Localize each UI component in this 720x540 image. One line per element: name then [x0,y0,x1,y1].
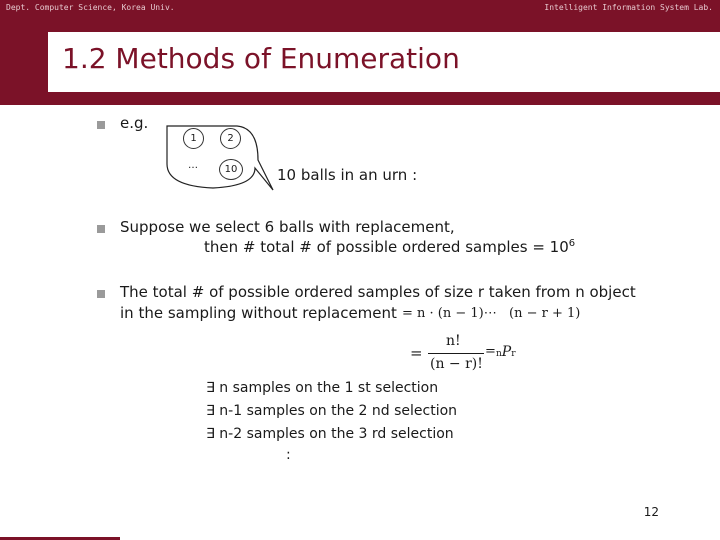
header-left-text: Dept. Computer Science, Korea Univ. [6,3,175,12]
replacement-line-2-text: then # total # of possible ordered samples = 10 [204,238,569,256]
product-formula-part1: = n · (n − 1)⋯ [402,306,497,321]
without-replacement-line-2: in the sampling without replacement [120,304,397,322]
bullet-1 [97,121,105,129]
fraction-equals: = [410,344,423,362]
ball-10: 10 [219,159,243,180]
bullet-3 [97,290,105,298]
urn-outline [155,118,280,198]
ball-1: 1 [183,128,204,149]
bullet-2 [97,225,105,233]
permutation-n: n [496,349,502,359]
replacement-line-1: Suppose we select 6 balls with replacement, [120,218,455,236]
ball-ellipsis: … [188,160,198,171]
permutation-notation [496,344,516,360]
urn-caption: 10 balls in an urn : [277,166,418,184]
title-box [48,32,720,92]
fraction-numerator: n! [446,333,461,349]
ball-2: 2 [220,128,241,149]
slide-title: 1.2 Methods of Enumeration [62,42,460,75]
exists-item-2: ∃ n-1 samples on the 2 nd selection [206,403,458,419]
exists-item-1: ∃ n samples on the 1 st selection [206,380,439,396]
exists-item-continuation: : [286,447,291,463]
without-replacement-line-1: The total # of possible ordered samples of size r taken from n object [120,283,636,301]
permutation-p: P [501,344,512,360]
replacement-exponent: 6 [568,238,576,249]
eg-label: e.g. [120,114,149,132]
exists-item-3: ∃ n-2 samples on the 3 rd selection [206,426,454,442]
replacement-line-2 [204,238,575,256]
fraction-bar [428,353,484,354]
header-right-text: Intelligent Information System Lab. [544,3,713,12]
permutation-r: r [511,349,516,359]
page-number: 12 [643,505,659,519]
permutation-equals: = [485,344,496,359]
product-formula-part2: (n − r + 1) [509,306,581,321]
fraction-denominator: (n − r)! [430,356,483,372]
